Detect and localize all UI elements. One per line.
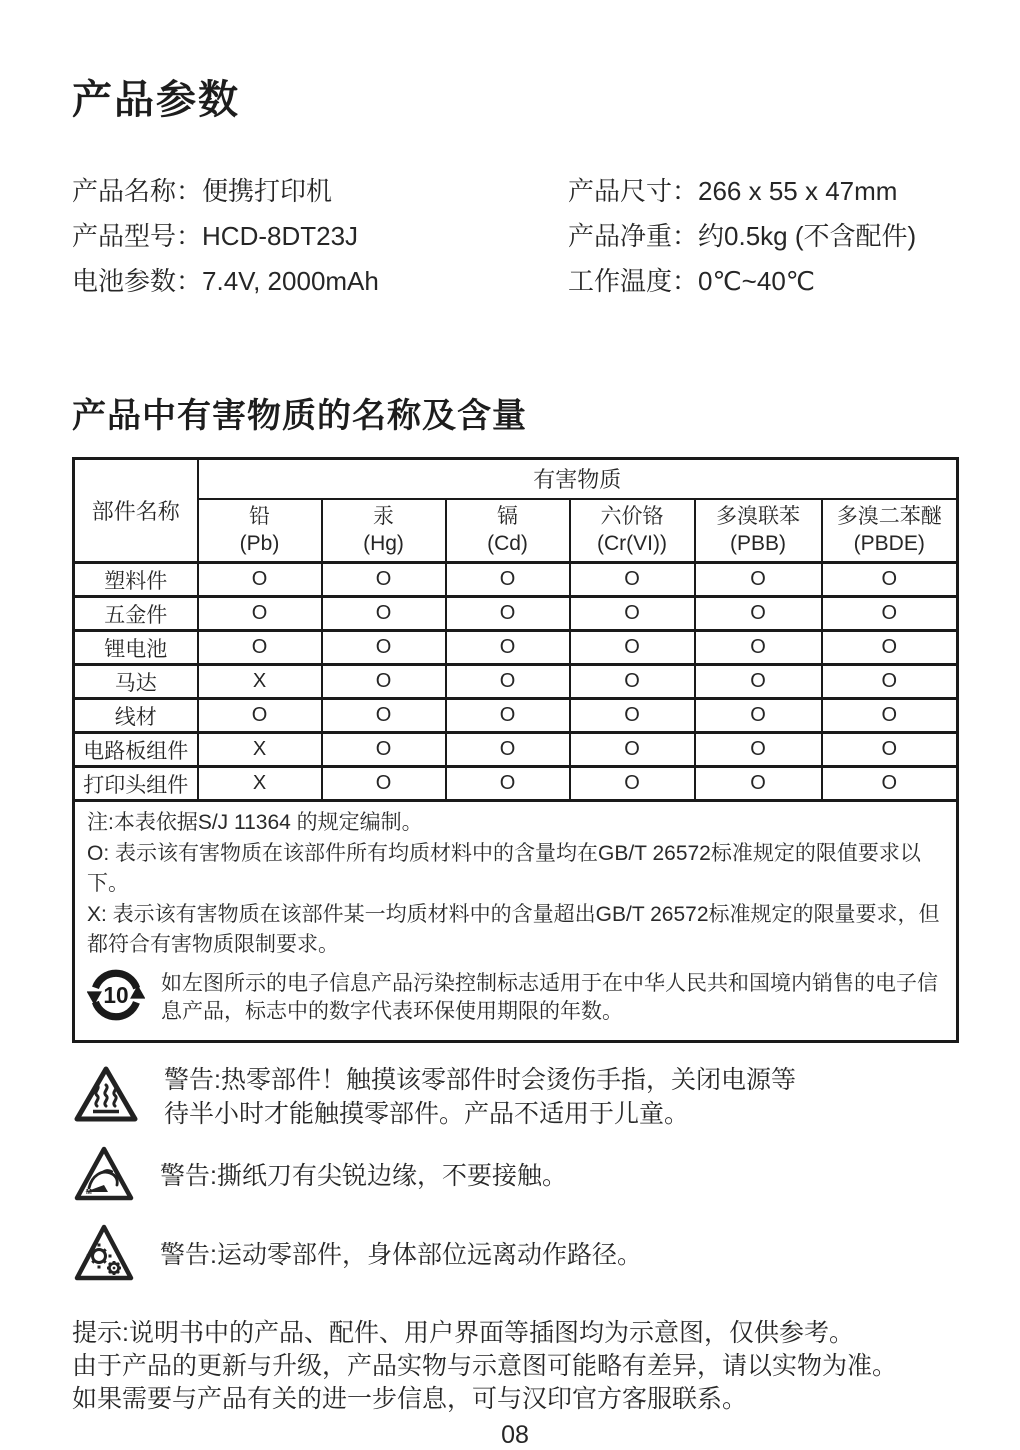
- spec-line: [568, 214, 958, 259]
- specs-right-column: [568, 169, 958, 304]
- substance-value-cell: O: [322, 631, 446, 665]
- spec-line: [72, 259, 568, 304]
- substance-value-cell: O: [446, 699, 570, 733]
- group-header: 有害物质: [198, 459, 958, 499]
- spec-value: 约0.5kg (不含配件): [698, 221, 917, 251]
- table-row: [74, 767, 958, 801]
- table-header-substances-row: [74, 499, 958, 563]
- substance-value-cell: O: [570, 733, 695, 767]
- part-name-cell: 打印头组件: [74, 767, 198, 801]
- hazardous-substances-table: [72, 457, 959, 1043]
- table-notes-row: [74, 801, 958, 1042]
- spec-line: [568, 259, 958, 304]
- svg-text:M: M: [86, 1188, 92, 1196]
- warnings-section: [72, 1063, 958, 1289]
- hot-surface-warning-icon: [72, 1063, 140, 1130]
- table-header-group-row: [74, 459, 958, 499]
- substance-value-cell: O: [322, 665, 446, 699]
- spec-value: HCD-8DT23J: [202, 221, 359, 251]
- table-row: [74, 699, 958, 733]
- substance-value-cell: O: [695, 665, 822, 699]
- spec-line: [72, 214, 568, 259]
- spec-line: [568, 169, 958, 214]
- substance-value-cell: O: [695, 733, 822, 767]
- warning-text-line: 警告:撕纸刀有尖锐边缘，不要接触。: [160, 1162, 567, 1190]
- spec-value: 便携打印机: [202, 176, 333, 206]
- substance-value-cell: O: [695, 699, 822, 733]
- tip-line: 提示:说明书中的产品、配件、用户界面等插图均为示意图，仅供参考。: [72, 1318, 854, 1347]
- part-name-cell: 塑料件: [74, 563, 198, 597]
- spec-label: 工作温度：: [568, 266, 699, 296]
- moving-parts-warning-icon: [72, 1222, 136, 1289]
- substance-value-cell: O: [570, 665, 695, 699]
- table-row: [74, 631, 958, 665]
- spec-value: 266 x 55 x 47mm: [698, 176, 898, 206]
- substance-value-cell: O: [446, 767, 570, 801]
- spec-label: 产品型号：: [72, 221, 203, 251]
- substance-header: [198, 499, 322, 563]
- substance-value-cell: O: [446, 597, 570, 631]
- substance-value-cell: O: [198, 631, 322, 665]
- substance-value-cell: O: [822, 597, 958, 631]
- table-notes-cell: [74, 801, 958, 1042]
- substance-name: 六价铬: [600, 505, 664, 529]
- substance-value-cell: O: [322, 699, 446, 733]
- rohs-note: [87, 966, 944, 1030]
- warning-text-line: 待半小时才能触摸零部件。产品不适用于儿童。: [164, 1099, 690, 1128]
- substance-value-cell: X: [198, 665, 322, 699]
- substance-value-cell: O: [822, 563, 958, 597]
- product-specs: [72, 169, 958, 304]
- substance-value-cell: X: [198, 733, 322, 767]
- substance-value-cell: O: [322, 733, 446, 767]
- substance-value-cell: O: [570, 699, 695, 733]
- substance-value-cell: O: [322, 563, 446, 597]
- warning-text-line: 警告:热零部件！触摸该零部件时会烫伤手指，关闭电源等: [164, 1065, 796, 1094]
- substance-name: 汞: [373, 505, 394, 529]
- page-title: 产品参数: [72, 78, 240, 122]
- warning-text: [160, 1238, 642, 1272]
- table-row: [74, 733, 958, 767]
- tip-line: 如果需要与产品有关的进一步信息，可与汉印官方客服联系。: [72, 1384, 748, 1413]
- warning-sharp-edge: [72, 1144, 958, 1209]
- part-name-cell: 马达: [74, 665, 198, 699]
- substance-value-cell: O: [198, 699, 322, 733]
- part-name-cell: 锂电池: [74, 631, 198, 665]
- part-name-cell: 线材: [74, 699, 198, 733]
- substance-value-cell: O: [570, 597, 695, 631]
- substance-value-cell: O: [570, 767, 695, 801]
- note-line-2: O: 表示该有害物质在该部件所有均质材料中的含量均在GB/T 26572标准规定的限值要求以下。: [87, 841, 921, 895]
- substance-value-cell: O: [446, 563, 570, 597]
- part-name-cell: 电路板组件: [74, 733, 198, 767]
- table-row: [74, 665, 958, 699]
- substance-header: [570, 499, 695, 563]
- tip-line: 由于产品的更新与升级，产品实物与示意图可能略有差异，请以实物为准。: [72, 1351, 898, 1380]
- note-line-3: X: 表示该有害物质在该部件某一均质材料中的含量超出GB/T 26572标准规定的限量要求，但都符合有害物质限制要求。: [87, 902, 940, 956]
- part-name-cell: 五金件: [74, 597, 198, 631]
- substance-value-cell: O: [198, 597, 322, 631]
- spec-label: 产品尺寸：: [568, 176, 699, 206]
- substance-header: [322, 499, 446, 563]
- warning-text-line: 警告:运动零部件，身体部位远离动作路径。: [160, 1241, 642, 1269]
- warning-text: [164, 1063, 796, 1131]
- spec-line: [72, 169, 568, 214]
- substance-formula: (Cr(VI)): [597, 532, 667, 556]
- tips-section: [72, 1317, 958, 1416]
- table-row: [74, 563, 958, 597]
- substance-value-cell: O: [446, 665, 570, 699]
- note-line-1: 注:本表依据S/J 11364 的规定编制。: [87, 811, 423, 834]
- warning-moving-parts: [72, 1222, 958, 1289]
- substance-value-cell: O: [446, 733, 570, 767]
- substance-name: 铅: [249, 505, 270, 529]
- substance-value-cell: O: [695, 597, 822, 631]
- substance-value-cell: O: [822, 733, 958, 767]
- substance-name: 多溴二苯醚: [836, 505, 942, 529]
- substance-value-cell: O: [446, 631, 570, 665]
- substance-name: 多溴联苯: [716, 505, 800, 529]
- substance-formula: (PBDE): [853, 532, 925, 556]
- specs-left-column: [72, 169, 568, 304]
- substance-formula: (PBB): [729, 532, 786, 556]
- rohs-note-text: 如左图所示的电子信息产品污染控制标志适用于在中华人民共和国境内销售的电子信息产品，标志中的数字代表环保使用期限的年数。: [161, 971, 938, 1023]
- table-row: [74, 597, 958, 631]
- substance-value-cell: O: [695, 767, 822, 801]
- substance-value-cell: O: [322, 767, 446, 801]
- substance-value-cell: O: [822, 767, 958, 801]
- substance-value-cell: X: [198, 767, 322, 801]
- substance-formula: (Pb): [239, 532, 280, 556]
- china-rohs-epup-icon: [87, 966, 145, 1030]
- substance-name: 镉: [497, 505, 518, 529]
- substance-value-cell: O: [822, 631, 958, 665]
- spec-label: 产品名称：: [72, 176, 203, 206]
- substance-header: [822, 499, 958, 563]
- substance-formula: (Hg): [363, 532, 404, 556]
- hazard-section-title: 产品中有害物质的名称及含量: [72, 397, 527, 435]
- substance-value-cell: O: [570, 631, 695, 665]
- substance-value-cell: O: [322, 597, 446, 631]
- spec-label: 产品净重：: [568, 221, 699, 251]
- substance-value-cell: O: [695, 631, 822, 665]
- substance-value-cell: O: [570, 563, 695, 597]
- spec-value: 7.4V, 2000mAh: [202, 266, 379, 296]
- substance-value-cell: O: [822, 665, 958, 699]
- spec-label: 电池参数：: [72, 266, 203, 296]
- substance-value-cell: O: [695, 563, 822, 597]
- substance-value-cell: O: [198, 563, 322, 597]
- svg-text:10: 10: [103, 981, 129, 1008]
- sharp-edge-warning-icon: [72, 1144, 136, 1209]
- page-number: 08: [501, 1420, 529, 1449]
- spec-value: 0℃~40℃: [698, 266, 815, 296]
- substance-header: [695, 499, 822, 563]
- substance-value-cell: O: [822, 699, 958, 733]
- substance-header: [446, 499, 570, 563]
- substance-formula: (Cd): [487, 532, 528, 556]
- corner-header: 部件名称: [74, 459, 198, 563]
- warning-text: [160, 1159, 567, 1193]
- warning-hot-parts: [72, 1063, 958, 1131]
